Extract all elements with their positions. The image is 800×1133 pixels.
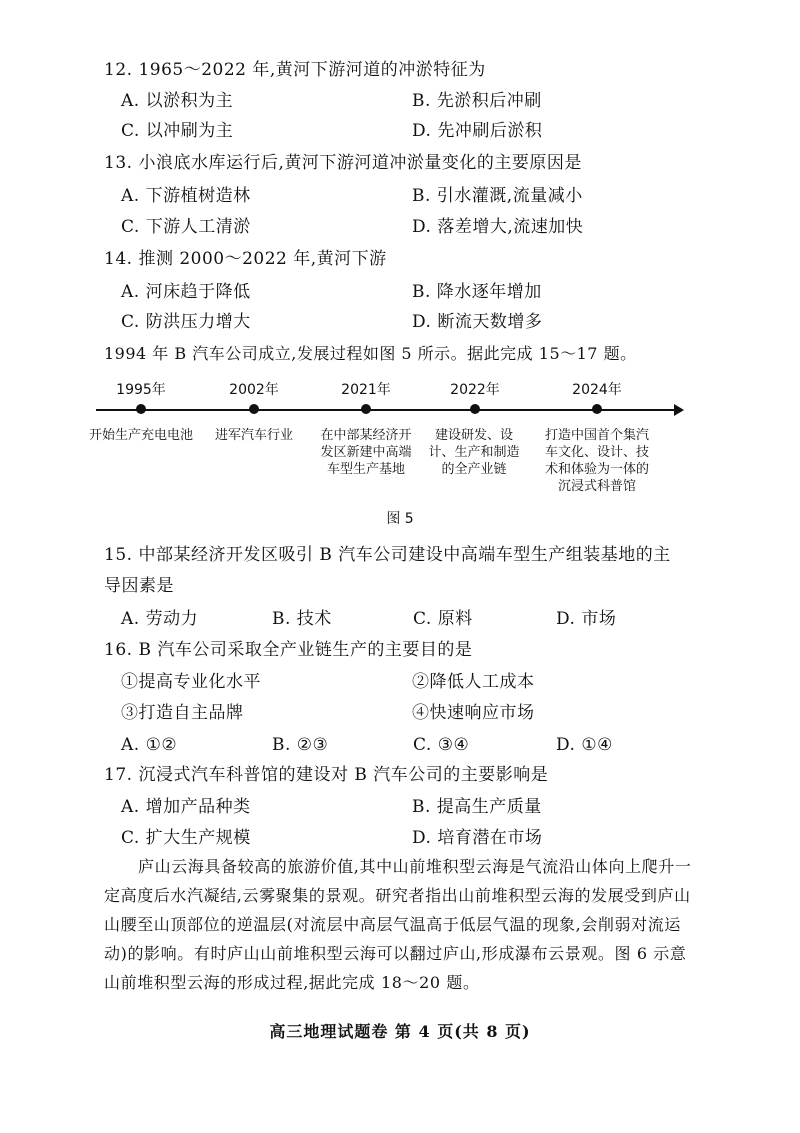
question-12-option-c: C. 以冲刷为主 — [121, 121, 234, 141]
question-17-option-b: B. 提高生产质量 — [412, 797, 542, 817]
question-13-option-c: C. 下游人工清淤 — [121, 217, 251, 237]
question-17-option-a: A. 增加产品种类 — [121, 797, 251, 817]
page-footer: 高三地理试题卷 第 4 页(共 8 页) — [269, 1022, 531, 1041]
question-14-stem: 14. 推测 2000～2022 年,黄河下游 — [104, 249, 387, 269]
question-16-item-3: ③打造自主品牌 — [121, 703, 244, 723]
question-13-option-b: B. 引水灌溉,流量减小 — [412, 186, 583, 206]
question-12-option-d: D. 先冲刷后淤积 — [412, 121, 543, 141]
question-13-option-d: D. 落差增大,流速加快 — [412, 217, 584, 237]
timeline-axis — [96, 409, 678, 411]
question-12-stem: 12. 1965～2022 年,黄河下游河道的冲淤特征为 — [104, 60, 486, 80]
question-16-item-1: ①提高专业化水平 — [121, 672, 261, 692]
timeline-year: 2021年 — [341, 382, 391, 398]
figure-5-caption: 图 5 — [386, 511, 414, 527]
question-15-option-a: A. 劳动力 — [121, 609, 199, 629]
question-15-stem-line2: 导因素是 — [104, 576, 174, 596]
question-17-stem: 17. 沉浸式汽车科普馆的建设对 B 汽车公司的主要影响是 — [104, 765, 549, 785]
question-13-stem: 13. 小浪底水库运行后,黄河下游河道冲淤量变化的主要原因是 — [104, 153, 582, 173]
question-15-option-d: D. 市场 — [556, 609, 617, 629]
timeline-desc: 进军汽车行业 — [214, 428, 293, 443]
timeline-desc: 开始生产充电电池 — [88, 428, 193, 443]
question-16-option-d: D. ①④ — [556, 735, 613, 755]
section-intro-b-company: 1994 年 B 汽车公司成立,发展过程如图 5 所示。据此完成 15～17 题。 — [104, 344, 637, 363]
question-16-stem: 16. B 汽车公司采取全产业链生产的主要目的是 — [104, 640, 473, 660]
timeline-year: 2022年 — [450, 382, 500, 398]
question-16-item-2: ②降低人工成本 — [412, 672, 535, 692]
question-14-option-d: D. 断流天数增多 — [412, 312, 543, 332]
question-14-option-c: C. 防洪压力增大 — [121, 312, 251, 332]
question-16-option-c: C. ③④ — [413, 735, 470, 755]
passage-lushan-cloud-sea: 庐山云海具备较高的旅游价值,其中山前堆积型云海是气流沿山体向上爬升一定高度后水汽凝结,云雾聚集的景观。研究者指出山前堆积型云海的发展受到庐山山腰至山顶部位的逆温层(对流层中高层气温高于低层气温的现象,会削弱对流运动)的影响。有时庐山山前堆积型云海可以翻过庐山,形成瀑布云景观。图 6 示意山前堆积型云海的形成过程,据此完成 18～20 题。 — [104, 857, 692, 992]
question-13-option-a: A. 下游植树造林 — [121, 186, 251, 206]
question-12-option-a: A. 以淤积为主 — [121, 91, 234, 111]
question-17-option-d: D. 培育潜在市场 — [412, 828, 543, 848]
question-15-option-b: B. 技术 — [272, 609, 332, 629]
timeline-desc: 在中部某经济开发区新建中高端车型生产基地 — [320, 428, 412, 477]
question-16-option-a: A. ①② — [121, 735, 178, 755]
timeline-arrow-icon — [674, 404, 684, 416]
question-15-option-c: C. 原料 — [413, 609, 473, 629]
timeline-desc: 建设研发、设计、生产和制造的全产业链 — [428, 428, 520, 477]
question-12-option-b: B. 先淤积后冲刷 — [412, 91, 542, 111]
timeline-year: 1995年 — [116, 382, 166, 398]
timeline-dot — [249, 404, 259, 414]
timeline-year: 2024年 — [572, 382, 622, 398]
question-15-stem-line1: 15. 中部某经济开发区吸引 B 汽车公司建设中高端车型生产组装基地的主 — [104, 545, 671, 565]
question-17-option-c: C. 扩大生产规模 — [121, 828, 251, 848]
question-16-option-b: B. ②③ — [272, 735, 329, 755]
question-14-option-a: A. 河床趋于降低 — [121, 282, 251, 302]
question-14-option-b: B. 降水逐年增加 — [412, 282, 542, 302]
timeline-dot — [592, 404, 602, 414]
timeline-year: 2002年 — [229, 382, 279, 398]
question-16-item-4: ④快速响应市场 — [412, 703, 535, 723]
timeline-dot — [361, 404, 371, 414]
timeline-desc: 打造中国首个集汽车文化、设计、技术和体验为一体的沉浸式科普馆 — [544, 428, 649, 494]
timeline-figure-5 — [88, 375, 696, 510]
timeline-dot — [470, 404, 480, 414]
timeline-dot — [136, 404, 146, 414]
